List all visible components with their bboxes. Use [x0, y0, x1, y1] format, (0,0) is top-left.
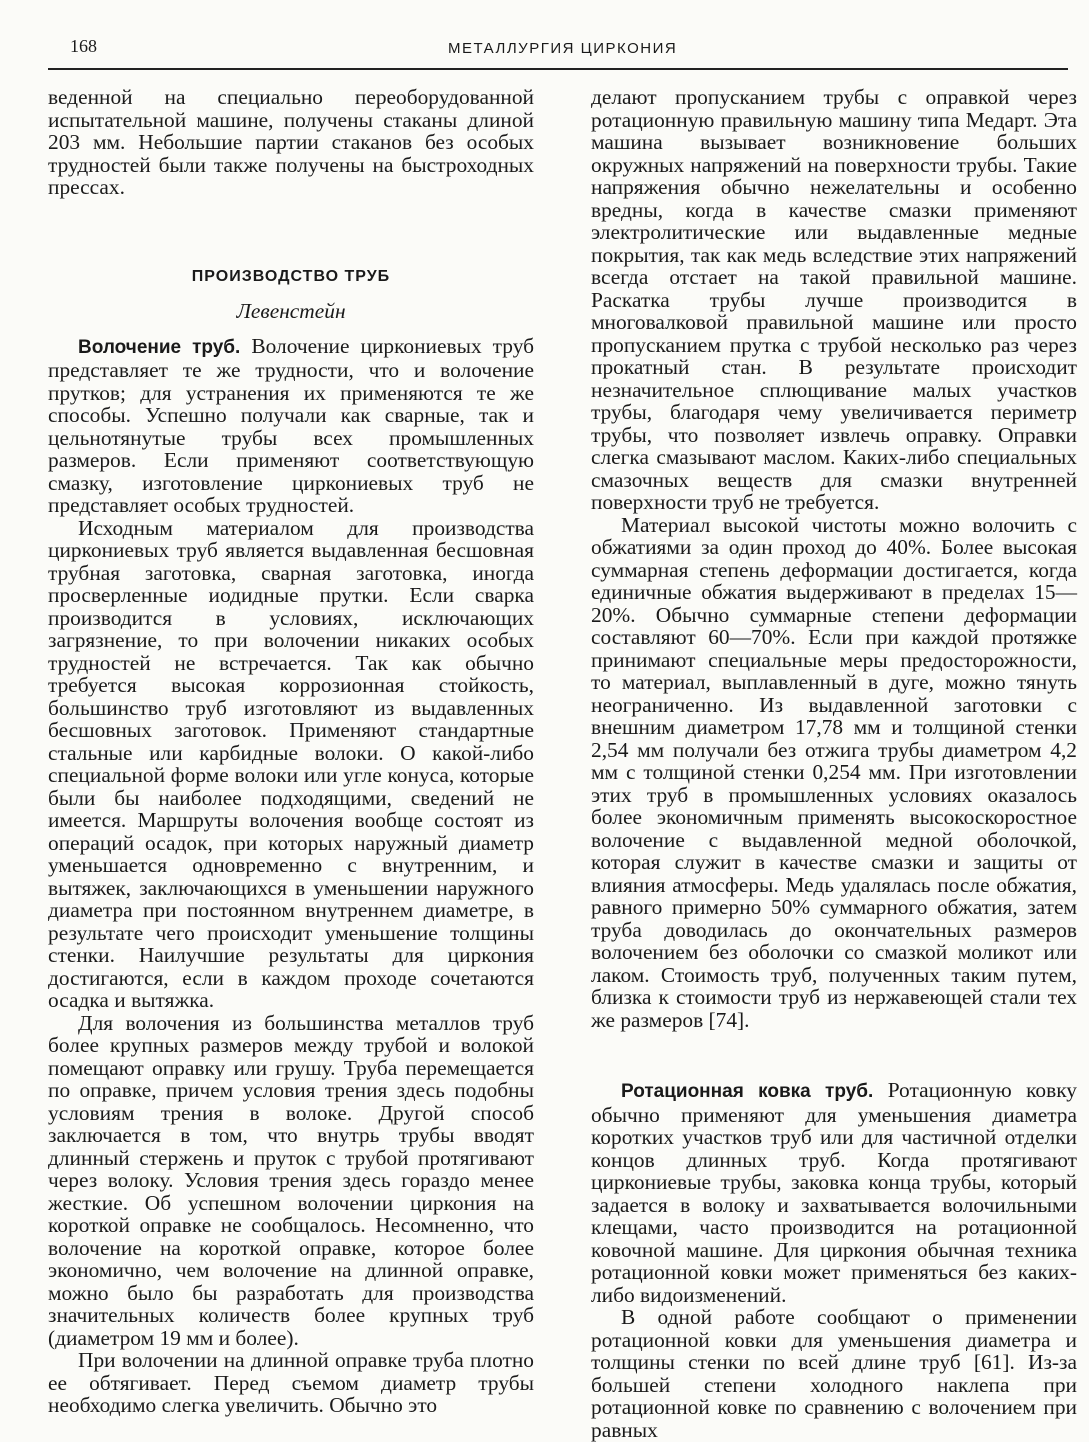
left-paragraph-1-text: Волочение циркониевых труб представляет те же трудности, что и волочение прутков; для устранения их применяются те же способы. Успешно получали как сварные, так и цельнотянутые трубы всех промышленных размеров. Если применяют соответствующую смазку, изготовление циркониевых труб не представляет особых трудностей. — [48, 333, 534, 517]
subsection-lead-rotary-forging: Ротационная ковка труб. — [621, 1081, 874, 1102]
page-number: 168 — [70, 36, 97, 56]
left-paragraph-3: Для волочения из большинства металлов труб более крупных размеров между трубой и волокой помещают оправку или грушу. Труба перемещается по оправке, причем условия трения здесь подобны условиям трения в волоке. Другой способ заключается в том, что внутрь трубы вводят длинный стержень и пруток с трубой протягивают через волоку. Условия трения здесь гораздо менее жесткие. Об успешном волочении циркония на короткой оправке не сообщалось. Несомненно, что волочение на короткой оправке, которое более экономично, чем волочение на длинной оправке, можно было бы разработать для производства значительных количеств более крупных труб (диаметром 19 мм и более). — [48, 1010, 534, 1350]
left-paragraph-continued: веденной на специально переоборудованной испытательной машине, получены стаканы длиной 203 мм. Небольшие партии стаканов без особых трудностей были также получены на быстроходных прессах. — [48, 85, 534, 199]
right-paragraph-continued: делают пропусканием трубы с оправкой через ротационную правильную машину типа Медарт. Эта машина вызывает возникновение больших окружных напряжений на поверхности трубы. Такие напряжения обычно нежелательны и особенно вредны, когда в качестве смазки применяют электролитические или выдавленные медные покрытия, так как медь вследствие этих напряжений всегда отстает на такой правильной машине. Раскатка трубы лучше производится в многовалковой правильной машине или просто пропусканием прутка с трубой несколько раз через прокатный стан. В результате происходит незначительное сплющивание малых участков трубы, благодаря чему увеличивается периметр трубы, что позволяет извлечь оправку. Оправки слегка смазывают маслом. Каких-либо специальных смазочных веществ для смазки внутренней поверхности труб не требуется. — [591, 85, 1077, 514]
right-column — [591, 86, 1077, 1441]
right-paragraph-2 — [591, 1079, 1077, 1306]
right-paragraph-1: Материал высокой чистоты можно волочить с обжатиями за один проход до 40%. Более высокая суммарная степень деформации достигается, когда единичные обжатия выдерживают в пределах 15—20%. Обычно суммарные степени деформации составляют 60—70%. Если при каждой протяжке принимают специальные меры предосторожности, то материал, выплавленный в дуге, можно тянуть неограниченно. Из выдавленной заготовки с внешним диаметром 17,78 мм и толщиной стенки 2,54 мм получали без отжига трубы диаметром 4,2 мм с толщиной стенки 0,254 мм. При изготовлении этих труб в промышленных условиях оказалось более экономичным применять высокоскоростное волочение с выдавленной медной оболочкой, которая служит в качестве смазки и защиты от влияния атмосферы. Медь удалялась после обжатия, равного примерно 50% суммарного обжатия, затем труба доводилась до окончательных размеров волочением без оболочки со смазкой моликот или лаком. Стоимость труб, полученных таким путем, близка к стоимости труб из нержавеющей стали тех же размеров [74]. — [591, 512, 1077, 1032]
left-paragraph-2: Исходным материалом для производства циркониевых труб является выдавленная бесшовная трубная заготовка, сварная заготовка, иногда просверленные иодидные прутки. Если сварка производится в условиях, исключающих загрязнение, то при волочении никаких особых трудностей не встречается. Так как обычно требуется высокая коррозионная стойкость, большинство труб изготовляют из выдавленных бесшовных заготовок. Применяют стандартные стальные или карбидные волоки. О какой-либо специальной форме волоки или угле конуса, которые были бы наиболее подходящими, сведений не имеется. Маршруты волочения вообще состоят из операций осадок, при которых наружный диаметр уменьшается одновременно с внутренним, и вытяжек, заключающихся в уменьшении наружного диаметра при постоянном внутреннем диаметре, в результате чего происходит уменьшение толщины стенки. Наилучшие результаты для циркония достигаются, если в каждом проходе сочетаются осадка и вытяжка. — [48, 515, 534, 1012]
right-paragraph-2-text: Ротационную ковку обычно применяют для уменьшения диаметра коротких участков труб или для частичной отделки концов длинных труб. Когда протягивают циркониевые трубы, заковка конца трубы, который задается в волоку и захватывается волочильными клещами, часто производится на ротационной ковочной машине. Для циркония обычная техника ротационной ковки может применяться без каких-либо видоизменений. — [591, 1078, 1078, 1307]
left-column — [48, 86, 534, 1417]
section-title: ПРОИЗВОДСТВО ТРУБ — [191, 267, 391, 285]
section-author: Левенстейн — [236, 299, 346, 323]
subsection-lead-drawing: Волочение труб. — [78, 336, 241, 358]
left-paragraph-4: При волочении на длинной оправке труба плотно ее обтягивает. Перед съемом диаметр трубы необходимо слегка увеличить. Обычно это — [48, 1348, 534, 1417]
running-header — [48, 28, 1068, 70]
running-title: МЕТАЛЛУРГИЯ ЦИРКОНИЯ — [448, 40, 678, 57]
right-paragraph-3: В одной работе сообщают о применении ротационной ковки для уменьшения диаметра и толщины стенки по всей длине труб [61]. Из-за большей степени холодного наклепа при ротационной ковке по сравнению с волочением при равных — [591, 1305, 1077, 1442]
left-paragraph-1 — [48, 335, 534, 517]
